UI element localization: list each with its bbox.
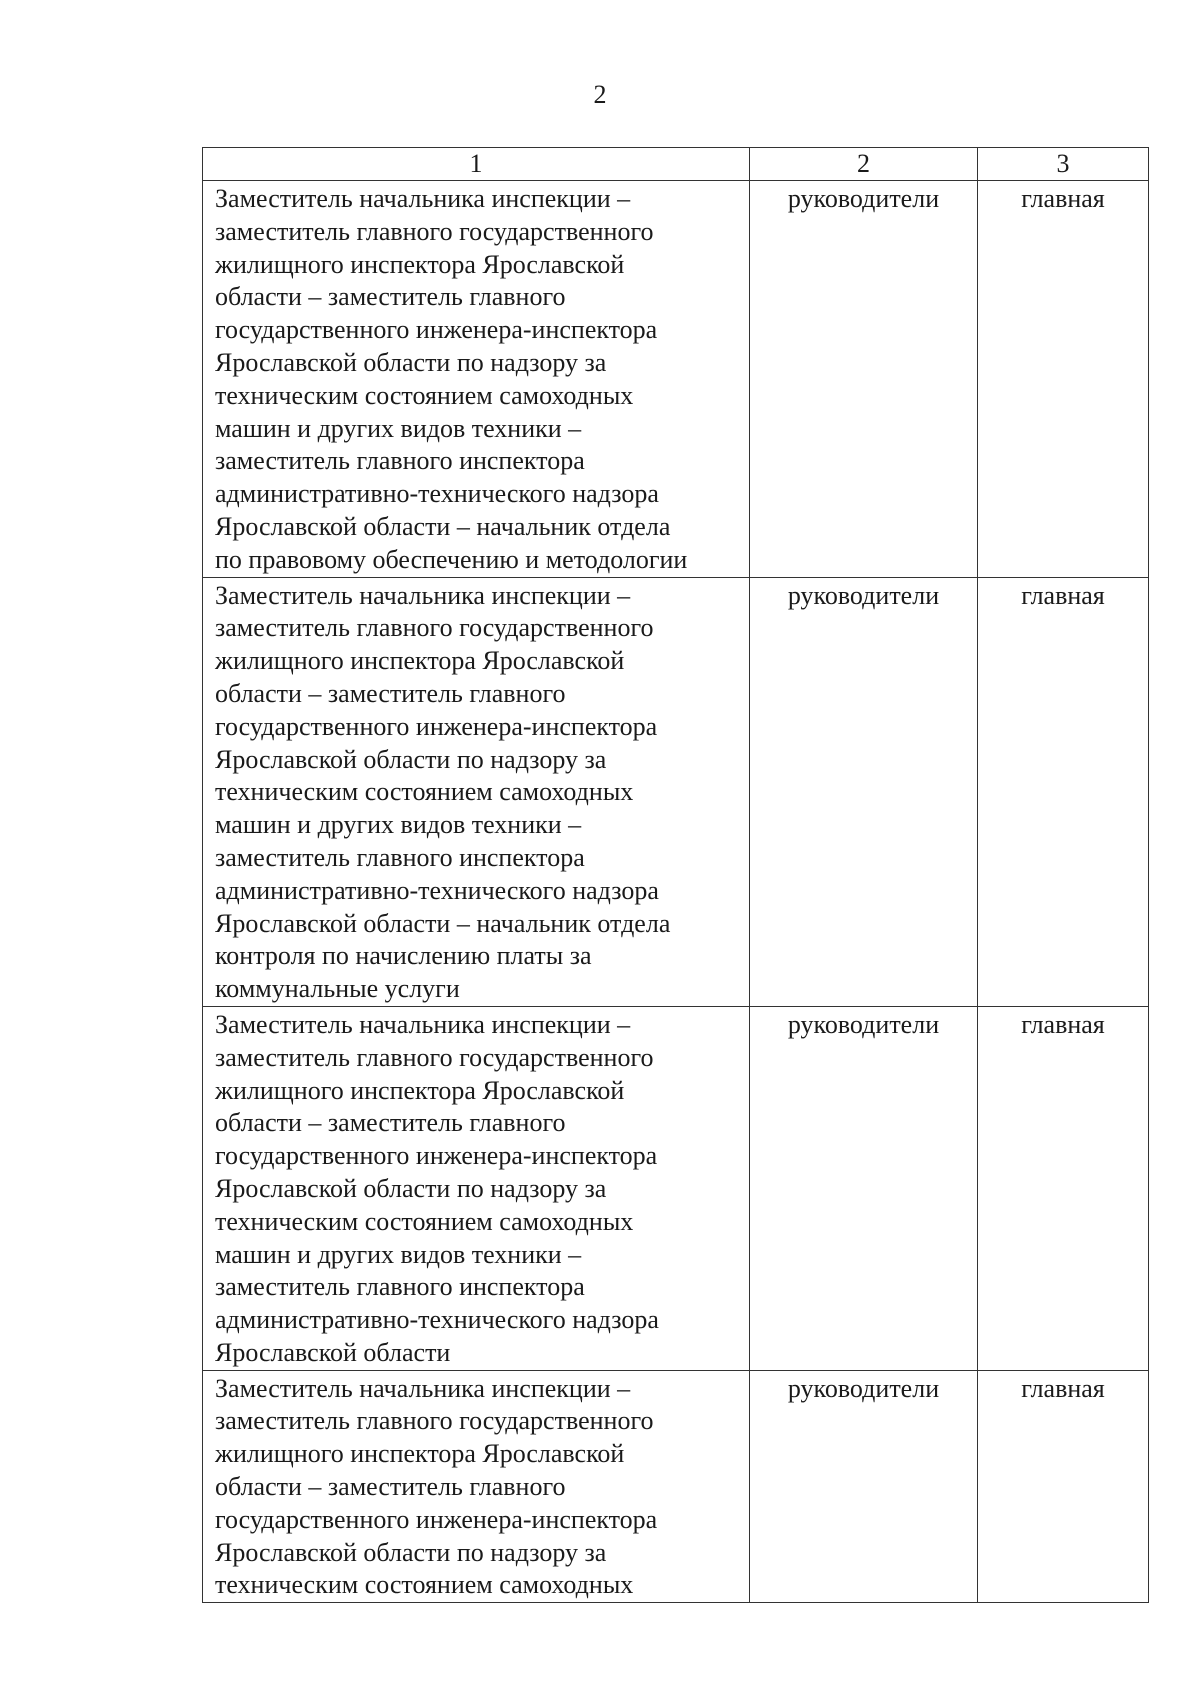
group-cell: главная <box>978 577 1149 1006</box>
header-row <box>203 148 1149 181</box>
column-number-3: 3 <box>978 148 1149 181</box>
category-cell: руководители <box>750 1006 978 1370</box>
position-title-cell: Заместитель начальника инспекции – заместитель главного государственного жилищного инспектора Ярославской области – заместитель главного государственного инженера-инспектора Ярославской области по надзору за техническим состоянием самоходных машин и других видов техники – заместитель главного инспектора административно-технического надзора Ярославской области <box>203 1006 750 1370</box>
position-title-cell: Заместитель начальника инспекции – заместитель главного государственного жилищного инспектора Ярославской области – заместитель главного государственного инженера-инспектора Ярославской области по надзору за техническим состоянием самоходных <box>203 1370 750 1603</box>
table-row <box>203 1006 1149 1370</box>
column-number-2: 2 <box>750 148 978 181</box>
position-title-cell: Заместитель начальника инспекции – заместитель главного государственного жилищного инспектора Ярославской области – заместитель главного государственного инженера-инспектора Ярославской области по надзору за техническим состоянием самоходных машин и других видов техники – заместитель главного инспектора административно-технического надзора Ярославской области – начальник отдела по правовому обеспечению и методологии <box>203 181 750 578</box>
category-cell: руководители <box>750 577 978 1006</box>
page-number: 2 <box>593 80 607 109</box>
category-cell: руководители <box>750 181 978 578</box>
position-title-cell: Заместитель начальника инспекции – заместитель главного государственного жилищного инспектора Ярославской области – заместитель главного государственного инженера-инспектора Ярославской области по надзору за техническим состоянием самоходных машин и других видов техники – заместитель главного инспектора административно-технического надзора Ярославской области – начальник отдела контроля по начислению платы за коммунальные услуги <box>203 577 750 1006</box>
table-header <box>203 148 1149 181</box>
column-number-1: 1 <box>203 148 750 181</box>
category-cell: руководители <box>750 1370 978 1603</box>
table-row <box>203 1370 1149 1603</box>
positions-table <box>202 147 1149 1603</box>
table-row <box>203 577 1149 1006</box>
group-cell: главная <box>978 181 1149 578</box>
group-cell: главная <box>978 1006 1149 1370</box>
table-row <box>203 181 1149 578</box>
table-body <box>203 181 1149 1603</box>
group-cell: главная <box>978 1370 1149 1603</box>
